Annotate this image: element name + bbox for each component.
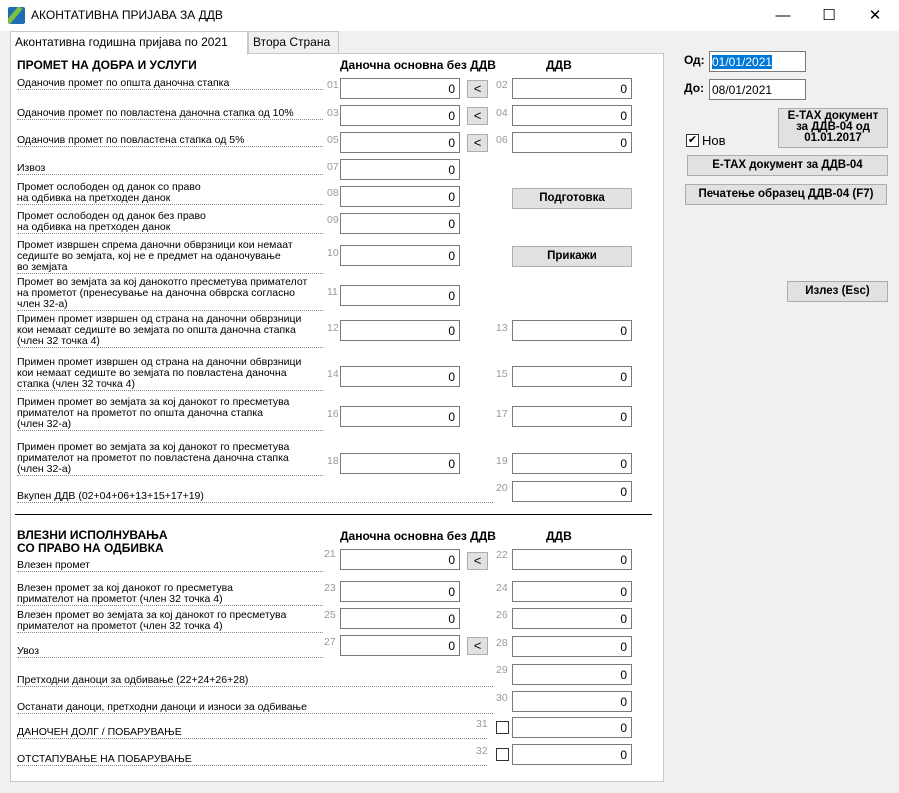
tab-annual-return[interactable]: Аконтативна годишна пријава по 2021 (10, 31, 248, 55)
field-16[interactable]: 0 (340, 406, 460, 427)
row-label-09: Промет ослободен од данок без право на одбивка на претходен данок (17, 211, 323, 234)
column-header-base-2: Даночна основна без ДДВ (340, 529, 496, 543)
field-number-22: 22 (496, 549, 508, 561)
row-label-29: Претходни даноци за одбивање (22+24+26+28) (17, 675, 493, 687)
field-number-18: 18 (327, 455, 339, 467)
field-02[interactable]: 0 (512, 78, 632, 99)
window-title: АКОНТАТИВНА ПРИЈАВА ЗА ДДВ (31, 8, 223, 22)
field-number-23: 23 (324, 582, 336, 594)
field-05[interactable]: 0 (340, 132, 460, 153)
field-number-29: 29 (496, 664, 508, 676)
row-label-30: Останати даноци, претходни даноци и износи за одбивање (17, 702, 493, 714)
field-number-08: 08 (327, 187, 339, 199)
field-25[interactable]: 0 (340, 608, 460, 629)
field-10[interactable]: 0 (340, 245, 460, 266)
copy-arrow-button-01[interactable]: < (467, 80, 488, 98)
new-checkbox[interactable]: ✔ (687, 134, 698, 146)
field-23[interactable]: 0 (340, 581, 460, 602)
field-28[interactable]: 0 (512, 636, 632, 657)
field-27[interactable]: 0 (340, 635, 460, 656)
field-14[interactable]: 0 (340, 366, 460, 387)
maximize-button[interactable]: ☐ (822, 7, 836, 24)
field-22[interactable]: 0 (512, 549, 632, 570)
prepare-button[interactable]: Подготовка (512, 188, 632, 209)
print-form-button[interactable]: Печатење образец ДДВ-04 (F7) (685, 184, 887, 205)
row-label-21: Влезен промет (17, 560, 323, 572)
row-label-18: Примен промет во земјата за кој данокот го пресметува примателот на прометот по повластена даночна стапка (член 32-а) (17, 442, 323, 476)
field-number-28: 28 (496, 637, 508, 649)
field-09[interactable]: 0 (340, 213, 460, 234)
field-15[interactable]: 0 (512, 366, 632, 387)
field-04[interactable]: 0 (512, 105, 632, 126)
field-06[interactable]: 0 (512, 132, 632, 153)
section-divider (15, 514, 652, 515)
field-13[interactable]: 0 (512, 320, 632, 341)
row-label-31: ДАНОЧЕН ДОЛГ / ПОБАРУВАЊЕ (17, 727, 487, 739)
copy-arrow-button-05[interactable]: < (467, 134, 488, 152)
minimize-button[interactable]: — (775, 7, 791, 24)
column-header-base: Даночна основна без ДДВ (340, 58, 496, 72)
field-number-09: 09 (327, 214, 339, 226)
field-number-10: 10 (327, 247, 339, 259)
field-number-11: 11 (327, 286, 338, 298)
date-from-input[interactable] (709, 51, 806, 72)
field-26[interactable]: 0 (512, 608, 632, 629)
field-number-15: 15 (496, 368, 508, 380)
debt-checkbox[interactable] (496, 721, 509, 734)
row-label-27: Увоз (17, 646, 323, 658)
row-label-03: Оданочив промет по повластена даночна стапка од 10% (17, 108, 323, 120)
field-number-17: 17 (496, 408, 508, 420)
field-number-05: 05 (327, 134, 339, 146)
row-label-32: ОТСТАПУВАЊЕ НА ПОБАРУВАЊЕ (17, 754, 487, 766)
section-sales-title: ПРОМЕТ НА ДОБРА И УСЛУГИ (17, 58, 197, 72)
field-number-30: 30 (496, 692, 508, 704)
field-number-25: 25 (324, 609, 336, 621)
field-19[interactable]: 0 (512, 453, 632, 474)
field-08[interactable]: 0 (340, 186, 460, 207)
title-bar (0, 0, 899, 31)
field-number-16: 16 (327, 408, 339, 420)
field-number-12: 12 (327, 322, 339, 334)
field-21[interactable]: 0 (340, 549, 460, 570)
row-label-10: Промет извршен спрема даночни обврзници кои немаат седиште во земјата, кој не е предмет на оданочување во земјата (17, 240, 323, 274)
assignment-checkbox[interactable] (496, 748, 509, 761)
field-number-27: 27 (324, 636, 336, 648)
field-20[interactable]: 0 (512, 481, 632, 502)
new-checkbox-label: Нов (702, 133, 726, 148)
field-11[interactable]: 0 (340, 285, 460, 306)
tab-second-page[interactable]: Втора Страна (248, 31, 339, 53)
row-label-01: Оданочив промет по општа даночна стапка (17, 78, 323, 90)
exit-button[interactable]: Излез (Esc) (787, 281, 888, 302)
field-07[interactable]: 0 (340, 159, 460, 180)
row-label-20: Вкупен ДДВ (02+04+06+13+15+17+19) (17, 491, 493, 503)
row-label-23: Влезен промет за кој данокот го пресметува примателот на прометот (член 32 точка 4) (17, 583, 323, 606)
copy-arrow-button-03[interactable]: < (467, 107, 488, 125)
field-number-19: 19 (496, 455, 508, 467)
field-01[interactable]: 0 (340, 78, 460, 99)
field-number-01: 01 (327, 79, 339, 91)
row-label-12: Примен промет извршен од страна на даночни обврзници кои немаат седиште во земјата по општа даночна стапка (член 32 точка 4) (17, 314, 323, 348)
date-to-input[interactable]: 08/01/2021 (709, 79, 806, 100)
field-number-04: 04 (496, 107, 508, 119)
etax-2017-button[interactable]: Е-ТАХ документ за ДДВ-04 од 01.01.2017 (778, 108, 888, 148)
date-from-value: 01/01/2021 (712, 55, 773, 69)
column-header-vat-2: ДДВ (546, 529, 572, 543)
row-label-08: Промет ослободен од данок со право на одбивка на претходен данок (17, 182, 323, 205)
copy-arrow-button-27[interactable]: < (467, 637, 488, 655)
row-label-14: Примен промет извршен од страна на даночни обврзници кои немаат седиште во земјата по повластена даночна стапка (член 32 точка 4) (17, 357, 323, 391)
field-number-02: 02 (496, 79, 508, 91)
date-from-label: Од: (684, 53, 705, 67)
field-number-26: 26 (496, 609, 508, 621)
app-logo-icon (8, 7, 25, 24)
etax-button[interactable]: Е-ТАХ документ за ДДВ-04 (687, 155, 888, 176)
field-31[interactable]: 0 (512, 717, 632, 738)
field-number-21: 21 (324, 548, 336, 560)
field-number-20: 20 (496, 482, 508, 494)
field-number-13: 13 (496, 322, 508, 334)
show-button[interactable]: Прикажи (512, 246, 632, 267)
field-number-07: 07 (327, 161, 339, 173)
field-12[interactable]: 0 (340, 320, 460, 341)
field-24[interactable]: 0 (512, 581, 632, 602)
close-button[interactable]: ✕ (868, 7, 882, 24)
field-17[interactable]: 0 (512, 406, 632, 427)
field-number-14: 14 (327, 368, 339, 380)
date-to-label: До: (684, 81, 705, 95)
row-label-25: Влезен промет во земјата за кој данокот го пресметува примателот на прометот (член 32 точка 4) (17, 610, 323, 633)
field-number-31: 31 (476, 718, 488, 730)
field-30[interactable]: 0 (512, 691, 632, 712)
row-label-16: Примен промет во земјата за кој данокот го пресметува примателот на прометот по општа даночна стапка (член 32-а) (17, 397, 323, 431)
column-header-vat: ДДВ (546, 58, 572, 72)
field-18[interactable]: 0 (340, 453, 460, 474)
field-number-24: 24 (496, 582, 508, 594)
field-32[interactable]: 0 (512, 744, 632, 765)
field-29[interactable]: 0 (512, 664, 632, 685)
field-03[interactable]: 0 (340, 105, 460, 126)
section-input-title: ВЛЕЗНИ ИСПОЛНУВАЊА СО ПРАВО НА ОДБИВКА (17, 528, 168, 555)
row-label-05: Оданочив промет по повластена стапка од 5% (17, 135, 323, 147)
field-number-32: 32 (476, 745, 488, 757)
copy-arrow-button-21[interactable]: < (467, 552, 488, 570)
field-number-06: 06 (496, 134, 508, 146)
row-label-07: Извоз (17, 163, 323, 175)
row-label-11: Промет во земјата за кој данокотго пресметува примателот на прометот (пренесување на даночна обврска согласно член 32-а) (17, 277, 323, 311)
field-number-03: 03 (327, 107, 339, 119)
